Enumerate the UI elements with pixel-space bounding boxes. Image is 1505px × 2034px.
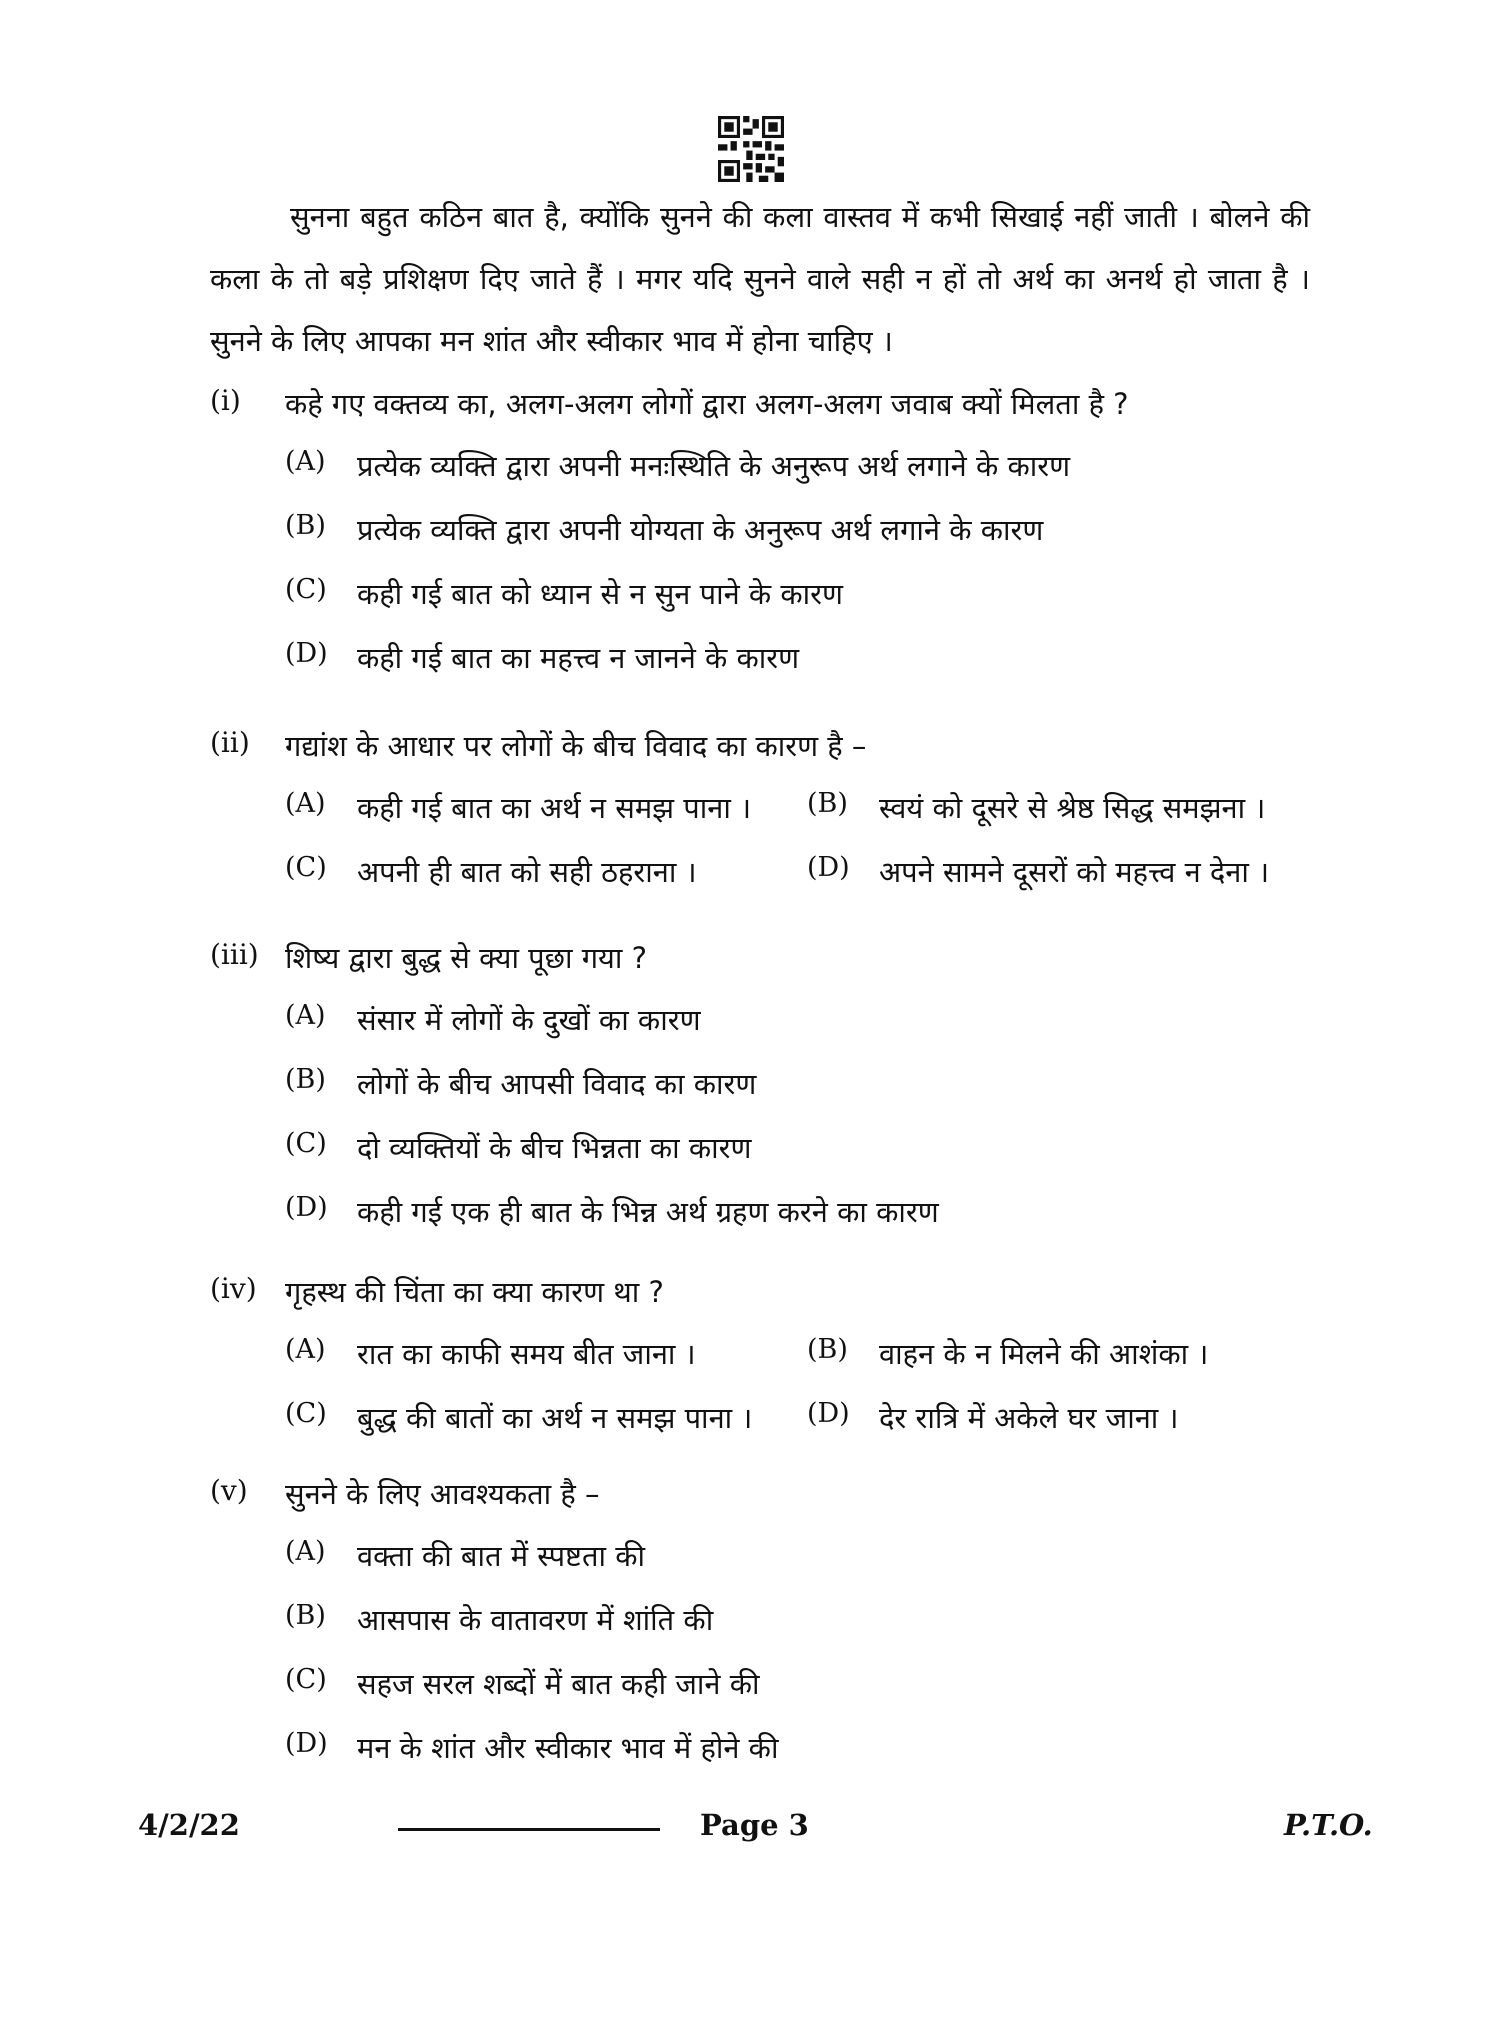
option-text: प्रत्येक व्यक्ति द्वारा अपनी मनःस्थिति के अनुरूप अर्थ लगाने के कारण xyxy=(357,449,1071,483)
option-row xyxy=(285,852,1335,916)
option-label: (B) xyxy=(285,510,326,541)
option-text: मन के शांत और स्वीकार भाव में होने की xyxy=(357,1731,779,1765)
question-number: (i) xyxy=(210,384,241,417)
question-number: (v) xyxy=(210,1474,248,1507)
question-text: शिष्य द्वारा बुद्ध से क्या पूछा गया ? xyxy=(285,941,647,975)
option-text: कही गई बात को ध्यान से न सुन पाने के कारण xyxy=(357,577,844,611)
question-text: कहे गए वक्तव्य का, अलग-अलग लोगों द्वारा अलग-अलग जवाब क्यों मिलता है ? xyxy=(285,387,1129,421)
option-label: (A) xyxy=(285,1000,326,1031)
option-label: (B) xyxy=(285,1064,326,1095)
qr-code-icon xyxy=(718,116,784,182)
question-text: गद्यांश के आधार पर लोगों के बीच विवाद का कारण है – xyxy=(285,729,867,763)
question-number: (iii) xyxy=(210,938,259,971)
option-label: (A) xyxy=(285,788,326,819)
option-text: संसार में लोगों के दुखों का कारण xyxy=(357,1003,701,1037)
question-i xyxy=(210,384,1320,684)
passage-body: सुनना बहुत कठिन बात है, क्योंकि सुनने की कला वास्तव में कभी सिखाई नहीं जाती । बोलने की कला के तो बड़े प्रशिक्षण दिए जाते हैं । मगर यदि सुनने वाले सही न हों तो अर्थ का अनर्थ हो जाता है । सुनने के लिए आपका मन शांत और स्वीकार भाव में होना चाहिए । xyxy=(210,200,1310,358)
option-text: कही गई एक ही बात के भिन्न अर्थ ग्रहण करने का कारण xyxy=(357,1195,939,1229)
option-text: वक्ता की बात में स्पष्टता की xyxy=(357,1539,646,1573)
option-text: प्रत्येक व्यक्ति द्वारा अपनी योग्यता के अनुरूप अर्थ लगाने के कारण xyxy=(357,513,1044,547)
option-label: (D) xyxy=(807,1398,850,1429)
option-text: अपनी ही बात को सही ठहराना । xyxy=(357,855,697,889)
paper-code: 4/2/22 xyxy=(138,1808,240,1842)
question-text: सुनने के लिए आवश्यकता है – xyxy=(285,1477,600,1511)
option-label: (D) xyxy=(807,852,850,883)
option-text: स्वयं को दूसरे से श्रेष्ठ सिद्ध समझना । xyxy=(879,791,1266,825)
option-label: (B) xyxy=(807,1334,848,1365)
page-footer xyxy=(0,1808,1505,1848)
question-iii xyxy=(210,938,1320,1238)
option-text: दो व्यक्तियों के बीच भिन्नता का कारण xyxy=(357,1131,752,1165)
question-number: (ii) xyxy=(210,726,250,759)
option-label: (A) xyxy=(285,1536,326,1567)
options-grid xyxy=(285,788,1335,916)
question-text: गृहस्थ की चिंता का क्या कारण था ? xyxy=(285,1275,664,1309)
option-label: (A) xyxy=(285,1334,326,1365)
question-ii xyxy=(210,726,1320,926)
option-text: वाहन के न मिलने की आशंका । xyxy=(879,1337,1209,1371)
question-iv xyxy=(210,1272,1320,1472)
option-text: रात का काफी समय बीत जाना । xyxy=(357,1337,696,1371)
question-v xyxy=(210,1474,1320,1794)
option-text: बुद्ध की बातों का अर्थ न समझ पाना । xyxy=(357,1401,753,1435)
option-text: देर रात्रि में अकेले घर जाना । xyxy=(879,1401,1179,1435)
option-label: (C) xyxy=(285,1128,327,1159)
option-text: कही गई बात का अर्थ न समझ पाना । xyxy=(357,791,752,825)
options-grid xyxy=(285,1334,1335,1462)
option-text: लोगों के बीच आपसी विवाद का कारण xyxy=(357,1067,757,1101)
pto-label: P.T.O. xyxy=(1284,1808,1373,1842)
option-row xyxy=(285,1398,1335,1462)
option-label: (A) xyxy=(285,446,326,477)
option-label: (D) xyxy=(285,1192,328,1223)
option-text: सहज सरल शब्दों में बात कही जाने की xyxy=(357,1667,760,1701)
option-text: आसपास के वातावरण में शांति की xyxy=(357,1603,714,1637)
option-row xyxy=(285,1334,1335,1398)
option-label: (C) xyxy=(285,1664,327,1695)
option-label: (C) xyxy=(285,852,327,883)
passage-text xyxy=(210,186,1310,372)
page-number: Page 3 xyxy=(700,1808,809,1842)
option-label: (B) xyxy=(285,1600,326,1631)
option-label: (C) xyxy=(285,1398,327,1429)
option-text: अपने सामने दूसरों को महत्त्व न देना । xyxy=(879,855,1270,889)
option-row xyxy=(285,788,1335,852)
option-label: (D) xyxy=(285,638,328,669)
option-label: (C) xyxy=(285,574,327,605)
footer-divider xyxy=(398,1828,660,1831)
option-text: कही गई बात का महत्त्व न जानने के कारण xyxy=(357,641,800,675)
option-label: (D) xyxy=(285,1728,328,1759)
option-label: (B) xyxy=(807,788,848,819)
question-number: (iv) xyxy=(210,1272,257,1305)
